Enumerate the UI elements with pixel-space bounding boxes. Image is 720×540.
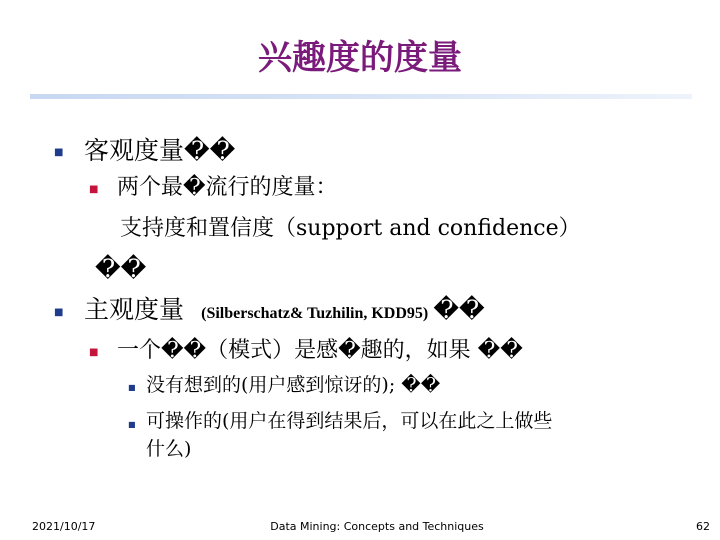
bullet-two-popular-measures: 两个最�流行的度量： bbox=[117, 175, 338, 200]
bullet-marker-level3: ■ bbox=[128, 420, 136, 429]
bullet-pattern-interesting-if: 一个��（模式）是感�趣的，如果 �� bbox=[117, 338, 523, 363]
bullet-unexpected: 没有想到的(用户感到惊讶的); �� bbox=[146, 374, 441, 396]
subjective-reference-tail: �� bbox=[433, 295, 485, 324]
title-underline bbox=[30, 94, 692, 99]
bullet-marker-level3: ■ bbox=[128, 383, 136, 392]
bullet-support-confidence: 支持度和置信度（support and confidence） bbox=[120, 216, 581, 241]
bullet-objective-continuation: �� bbox=[95, 254, 147, 283]
footer-page-number: 62 bbox=[696, 520, 710, 533]
bullet-marker-level1: ■ bbox=[54, 147, 64, 158]
bullet-marker-level2: ■ bbox=[89, 347, 99, 358]
subjective-reference: (Silberschatz& Tuzhilin, KDD95) bbox=[201, 305, 429, 322]
footer-date: 2021/10/17 bbox=[32, 520, 96, 533]
bullet-marker-level2: ■ bbox=[89, 184, 99, 195]
bullet-objective-measures: 客观度量�� bbox=[84, 136, 236, 165]
bullet-actionable: 可操作的(用户在得到结果后，可以在此之上做些 bbox=[146, 410, 553, 432]
bullet-marker-level1: ■ bbox=[54, 307, 64, 318]
bullet-subjective-measures bbox=[84, 295, 485, 325]
bullet-actionable-continuation: 什么) bbox=[146, 438, 192, 460]
slide-title: 兴趣度的度量 bbox=[258, 38, 462, 78]
footer-title: Data Mining: Concepts and Techniques bbox=[270, 520, 484, 533]
subjective-measures-label: 主观度量 bbox=[84, 295, 185, 324]
